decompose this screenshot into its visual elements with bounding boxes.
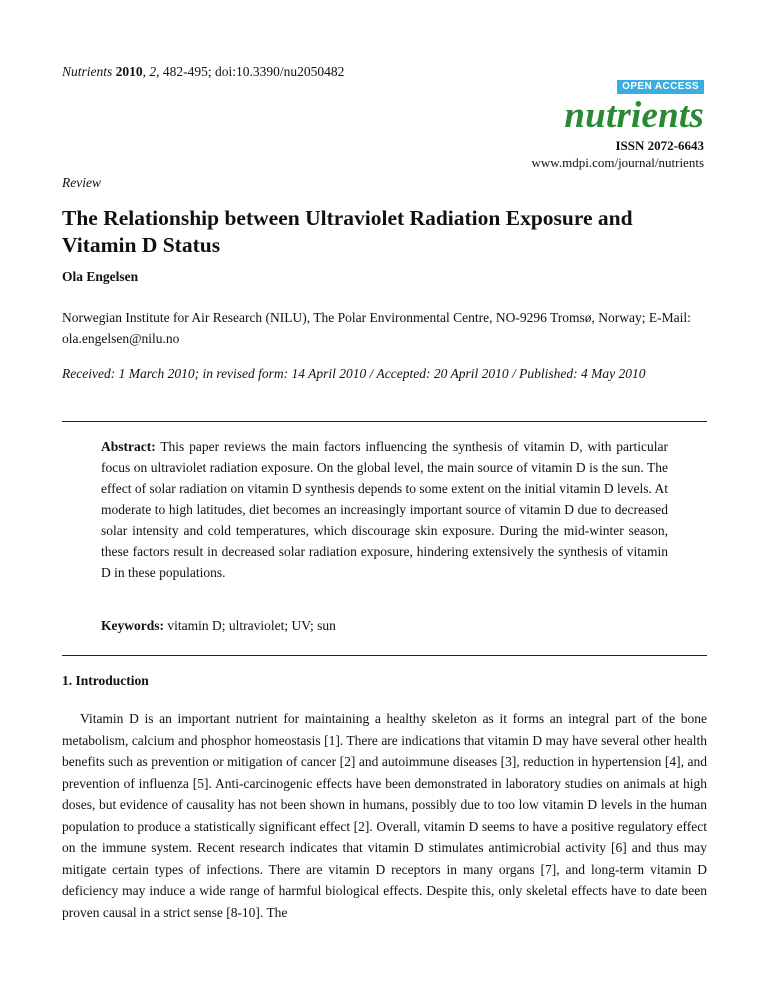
keywords-label: Keywords: bbox=[101, 618, 164, 633]
journal-logo: nutrients bbox=[564, 95, 704, 136]
abstract-text: This paper reviews the main factors influencing the synthesis of vitamin D, with particular focus on ultraviolet radiation exposure. On the global level, the main source of vitamin D is the sun. The effect of solar radiation on vitamin D synthesis depends to some extent on the initial vitamin D levels. At moderate to high latitudes, diet becomes an increasingly important source of vitamin D due to decreased solar intensity and cold temperatures, which discourage skin exposure. During the mid-winter season, these factors result in decreased solar radiation exposure, hindering extensively the synthesis of vitamin D in these populations. bbox=[101, 439, 669, 580]
journal-website-link[interactable]: www.mdpi.com/journal/nutrients bbox=[531, 155, 704, 170]
intro-paragraph: Vitamin D is an important nutrient for maintaining a healthy skeleton as it forms an integral part of the bone metabolism, calcium and phosphor homeostasis [1]. There are indications that vitamin D may have several other health benefits such as prevention or mitigation of cancer [2] and autoimmune diseases [3], reduction in hypertension [4], and prevention of influenza [5]. Anti-carcinogenic effects have been demonstrated in laboratory studies on animals at high doses, but evidence of causality has not been shown in humans, possibly due to too low vitamin D levels in the human population to produce a statistically significant effect [2]. Overall, vitamin D seems to have a positive regulatory effect on the immune system. Recent research indicates that vitamin D stimulates antimicrobial activity [6] and thus may mitigate certain types of infections. There are vitamin D receptors in many organs [7], and long-term vitamin D deficiency may induce a wide range of harmful biological effects. Despite this, only skeletal effects have to date been proven causal in a strict sense [8-10]. The bbox=[62, 711, 707, 920]
article-title: The Relationship between Ultraviolet Radiation Exposure and Vitamin D Status bbox=[62, 206, 633, 257]
author-name: Ola Engelsen bbox=[62, 269, 139, 284]
article-type: Review bbox=[62, 175, 101, 190]
citation-volume: 2 bbox=[149, 64, 157, 79]
open-access-badge: OPEN ACCESS bbox=[617, 80, 704, 94]
author-affiliation: Norwegian Institute for Air Research (NILU), The Polar Environmental Centre, NO-9296 Tromsø, Norway; E-Mail: ola.engelsen@nilu.no bbox=[62, 310, 691, 346]
citation-journal: Nutrients bbox=[62, 64, 113, 79]
citation-line: Nutrients 2010, 2, 482-495; doi:10.3390/nu2050482 bbox=[62, 64, 345, 79]
divider-top bbox=[62, 421, 707, 422]
publication-dates: Received: 1 March 2010; in revised form: 14 April 2010 / Accepted: 20 April 2010 / Published: 4 May 2010 bbox=[62, 366, 646, 381]
abstract bbox=[101, 436, 668, 583]
citation-year: 2010 bbox=[115, 64, 143, 79]
issn: ISSN 2072-6643 bbox=[615, 138, 704, 153]
citation-doi: , 482-495; doi:10.3390/nu2050482 bbox=[156, 64, 345, 79]
divider-bottom bbox=[62, 655, 707, 656]
section-heading: 1. Introduction bbox=[62, 673, 149, 688]
keywords bbox=[101, 618, 336, 634]
abstract-label: Abstract: bbox=[101, 439, 156, 454]
keywords-text: vitamin D; ultraviolet; UV; sun bbox=[167, 618, 336, 633]
